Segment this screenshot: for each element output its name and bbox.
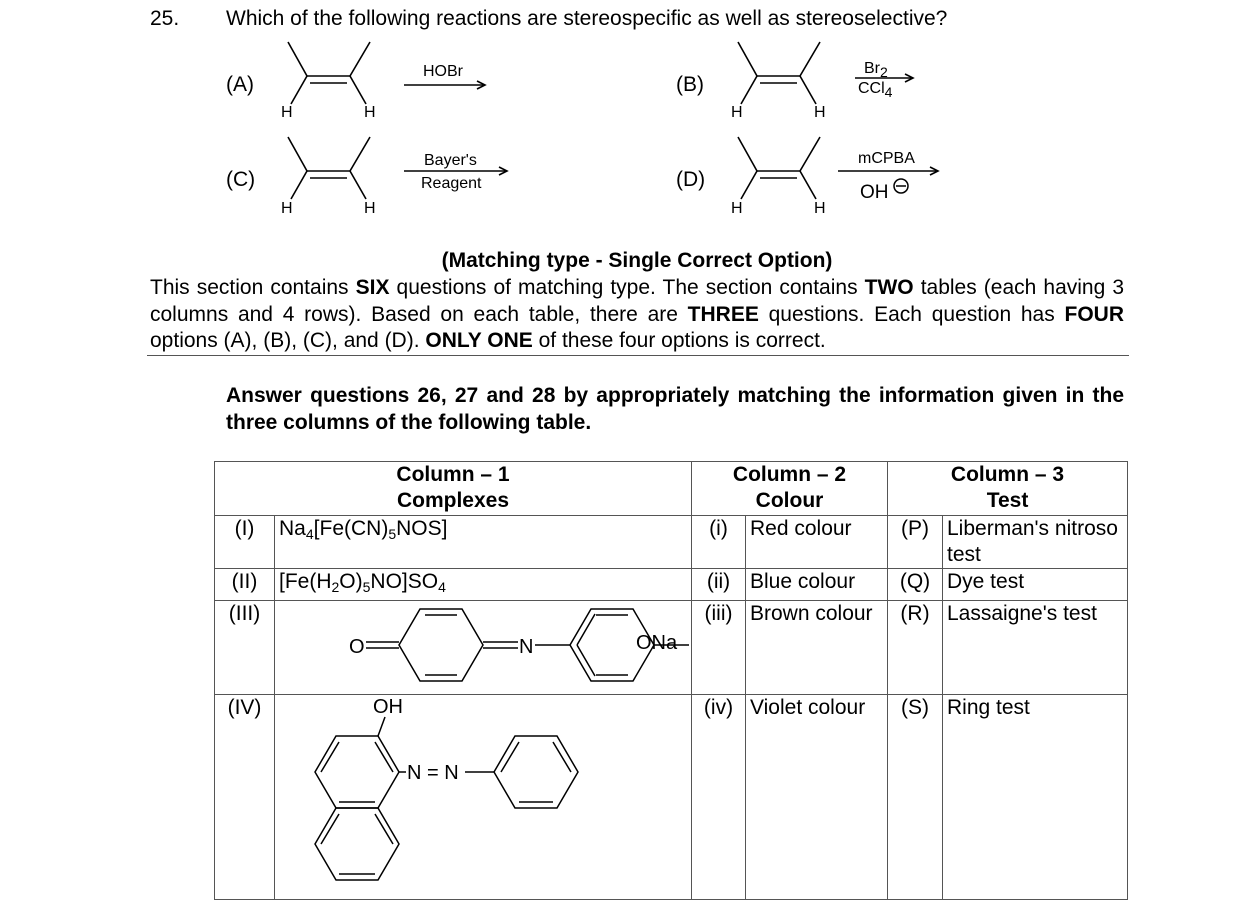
alkene-structure-d (738, 137, 820, 199)
h-label: H (814, 200, 826, 217)
h-label: H (281, 104, 293, 121)
reagent-b-bottom: CCl4 (858, 80, 893, 100)
section-title: (Matching type - Single Correct Option) (441, 249, 833, 272)
matching-instruction: Answer questions 26, 27 and 28 by appropriately matching the information given in the three columns of the following table. (226, 384, 1124, 434)
colour-label: (ii) (692, 569, 746, 601)
test-label: (P) (888, 516, 943, 569)
table-row (215, 695, 1128, 900)
column-3-header: Column – 3 Test (888, 462, 1128, 516)
colour-label: (iv) (692, 695, 746, 900)
arrow-a (404, 81, 485, 89)
matching-table (214, 461, 1128, 900)
h-label: H (731, 200, 743, 217)
test-value: Dye test (943, 569, 1128, 601)
option-label-c: (C) (226, 168, 256, 191)
column-1-header: Column – 1 Complexes (215, 462, 692, 516)
test-label: (R) (888, 601, 943, 695)
reaction-structures (0, 0, 1238, 240)
reagent-b-top: Br2 (864, 60, 888, 80)
row-label: (II) (215, 569, 275, 601)
alkene-structure-c (288, 137, 370, 199)
section-instructions: This section contains SIX questions of matching type. The section contains TWO tables (each having 3 columns and 4 rows). Based on each table, there are THREE questions. Each question has FOUR options (A), (B), (C), and (D). ONLY ONE of these four options is correct. (150, 276, 1125, 352)
negative-charge-icon (894, 179, 908, 193)
h-label: H (281, 200, 293, 217)
hydroxyl-label: OH (373, 696, 403, 718)
h-label: H (814, 104, 826, 121)
test-value: Lassaigne's test (943, 601, 1128, 695)
h-label: H (731, 104, 743, 121)
colour-value: Blue colour (746, 569, 888, 601)
reagent-a: HOBr (423, 63, 463, 80)
colour-label: (i) (692, 516, 746, 569)
reagent-d-bottom: OH (860, 182, 889, 203)
test-label: (S) (888, 695, 943, 900)
reagent-c-top: Bayer's (424, 152, 477, 169)
complex-formula: $Na_4[Fe(CN)_5NOS]$ (275, 516, 692, 569)
azo-linkage-label: N = N (407, 762, 459, 784)
table-row (215, 569, 1128, 601)
row-label: (I) (215, 516, 275, 569)
alkene-structure-b (738, 42, 820, 104)
test-value: Ring test (943, 695, 1128, 900)
quinone-structure-cell (275, 601, 692, 695)
reagent-c-bottom: Reagent (421, 175, 482, 192)
colour-value: Red colour (746, 516, 888, 569)
reagent-d-top: mCPBA (858, 150, 915, 167)
row-label: (IV) (215, 695, 275, 900)
h-label: H (364, 200, 376, 217)
alkene-structure-a (288, 42, 370, 104)
arrow-d (838, 167, 938, 175)
complex-formula: $[Fe(H_2O)_5NO]SO_4$ (275, 569, 692, 601)
sodium-oxide-label: ONa (636, 632, 678, 654)
naphthol-azo-structure (275, 695, 692, 898)
section-divider (147, 355, 1129, 356)
option-label-d: (D) (676, 168, 706, 191)
row-label: (III) (215, 601, 275, 695)
column-2-header: Column – 2 Colour (692, 462, 888, 516)
option-label-b: (B) (676, 73, 704, 96)
test-value: Liberman's nitroso test (943, 516, 1128, 569)
quinone-imine-structure (275, 601, 692, 693)
option-label-a: (A) (226, 73, 254, 96)
colour-label: (iii) (692, 601, 746, 695)
question-number: 25. (150, 7, 180, 30)
h-label: H (364, 104, 376, 121)
nitrogen-label: N (519, 636, 534, 658)
table-header-row (215, 462, 1128, 516)
colour-value: Brown colour (746, 601, 888, 695)
test-label: (Q) (888, 569, 943, 601)
table-row (215, 516, 1128, 569)
azo-structure-cell (275, 695, 692, 900)
oxygen-label: O (349, 636, 365, 658)
question-text: Which of the following reactions are stereospecific as well as stereoselective? (226, 7, 948, 30)
colour-value: Violet colour (746, 695, 888, 900)
